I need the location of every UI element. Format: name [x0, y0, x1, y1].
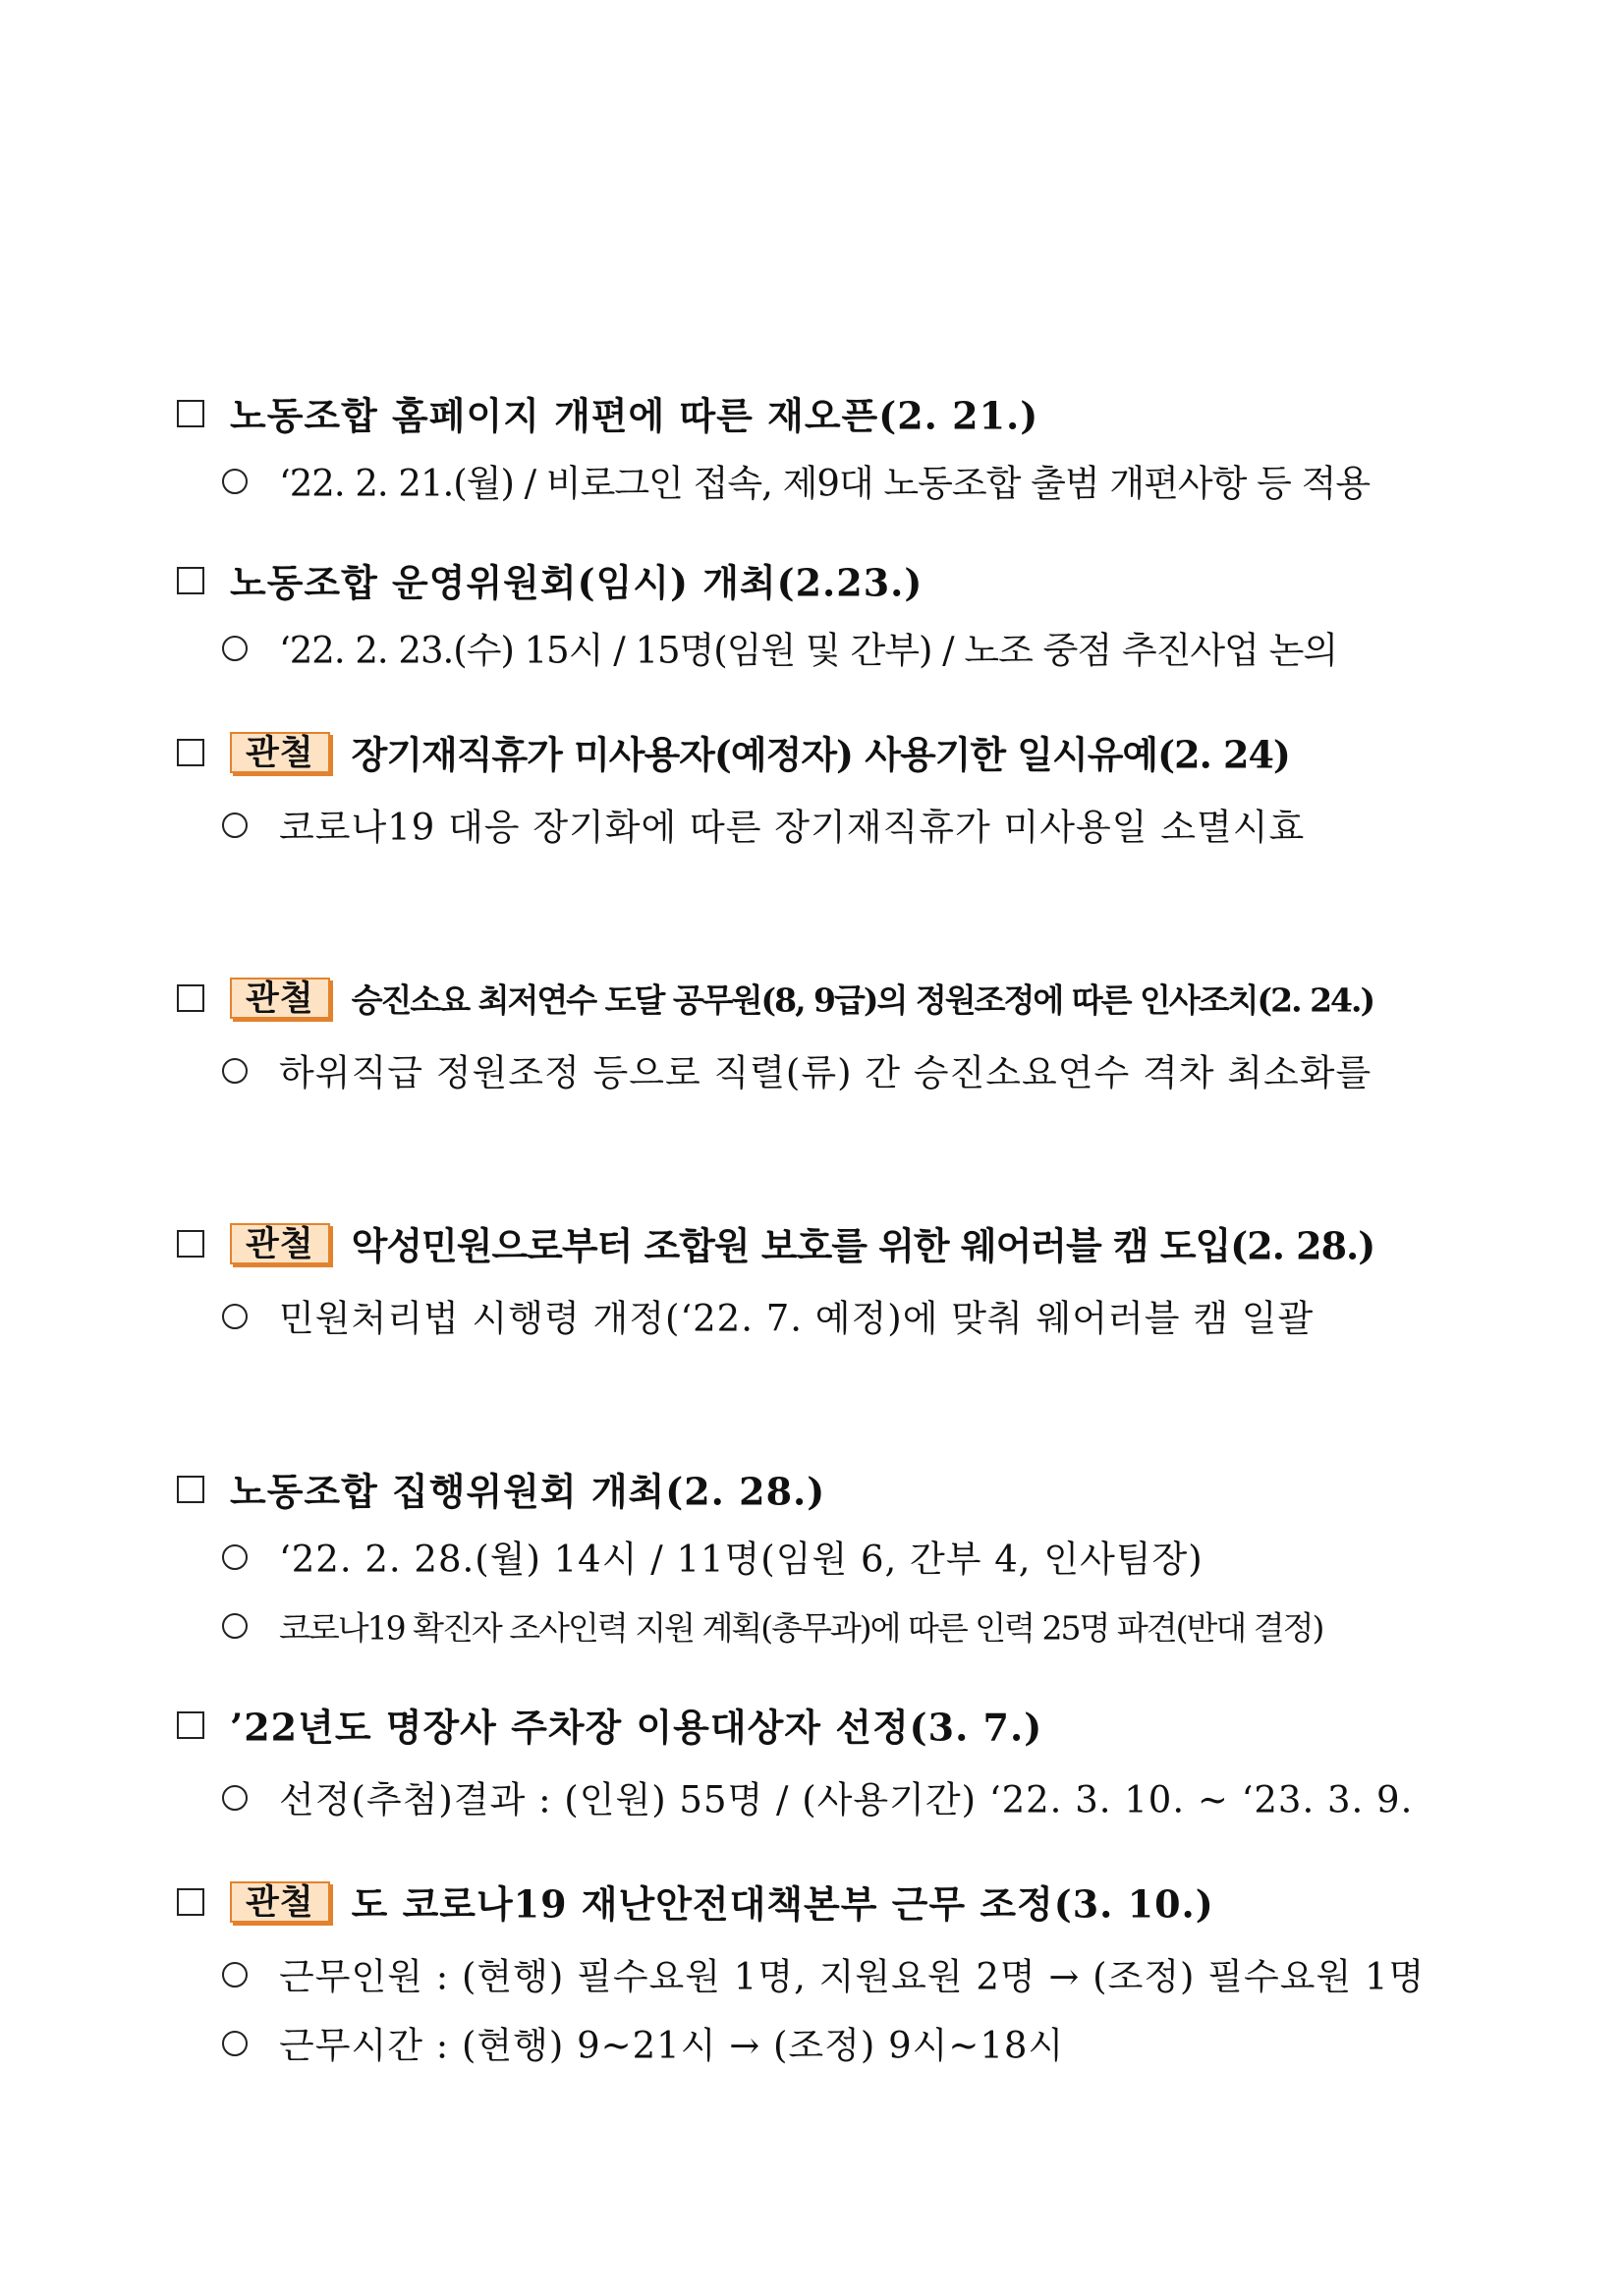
- section-title: 도 코로나19 재난안전대책본부 근무 조정(3. 10.): [351, 1881, 1214, 1927]
- bullet-text: 근무인원 : (현행) 필수요원 1명, 지원요원 2명 → (조정) 필수요원 1명: [279, 1955, 1426, 1998]
- bullet-continuation: [177, 1361, 1588, 1410]
- checkbox-square-icon: [177, 567, 204, 594]
- bullet-line: [177, 1950, 1484, 1999]
- bullet-text: 근무시간 : (현행) 9~21시 → (조정) 9시~18시: [279, 2024, 1065, 2067]
- checkbox-square-icon: [177, 1230, 204, 1258]
- circle-bullet-icon: [222, 2031, 248, 2056]
- section-title: 장기재직휴가 미사용자(예정자) 사용기한 일시유예(2. 24): [351, 732, 1290, 777]
- bullet-line: [177, 2019, 1484, 2068]
- checkbox-square-icon: [177, 739, 204, 766]
- status-badge: 관철: [230, 1223, 330, 1264]
- bullet-continuation: [177, 1115, 1588, 1164]
- bullet-line: [177, 1533, 1484, 1582]
- checkbox-square-icon: [177, 1476, 204, 1503]
- bullet-line: [177, 1601, 1484, 1651]
- circle-bullet-icon: [222, 636, 248, 661]
- circle-bullet-icon: [222, 812, 248, 838]
- circle-bullet-icon: [222, 1613, 248, 1639]
- section-heading: [177, 973, 1484, 1022]
- bullet-text: ‘22. 2. 21.(월) / 비로그인 접속, 제9대 노동조합 출범 개편사항 등 적용: [279, 462, 1371, 505]
- bullet-text: ‘22. 2. 23.(수) 15시 / 15명(임원 및 간부) / 노조 중점 추진사업 논의: [279, 629, 1338, 672]
- circle-bullet-icon: [222, 1785, 248, 1811]
- section-title: 노동조합 집행위원회 개최(2. 28.): [230, 1469, 826, 1514]
- section-title: 승진소요 최저연수 도달 공무원(8, 9급)의 정원조정에 따른 인사조치(2. 24.): [351, 980, 1374, 1020]
- circle-bullet-icon: [222, 1544, 248, 1570]
- bullet-text: 선정(추첨)결과 : (인원) 55명 / (사용기간) ‘22. 3. 10. ~ ‘23. 3. 9.: [279, 1778, 1414, 1821]
- section-title: ’22년도 명장사 주차장 이용대상자 선정(3. 7.): [230, 1705, 1043, 1750]
- checkbox-square-icon: [177, 1888, 204, 1916]
- section-heading: [177, 1218, 1484, 1267]
- section-heading: [177, 1464, 1484, 1513]
- bullet-line: [177, 457, 1484, 506]
- checkbox-square-icon: [177, 400, 204, 427]
- status-badge: 관철: [230, 978, 330, 1019]
- status-badge: 관철: [230, 732, 330, 773]
- section-heading: [177, 1700, 1484, 1749]
- section-heading: [177, 388, 1484, 437]
- status-badge: 관철: [230, 1881, 330, 1923]
- circle-bullet-icon: [222, 1058, 248, 1084]
- circle-bullet-icon: [222, 1304, 248, 1329]
- bullet-line: [177, 1773, 1484, 1822]
- bullet-text: ‘22. 2. 28.(월) 14시 / 11명(임원 6, 간부 4, 인사팀장): [279, 1538, 1204, 1581]
- section-title: 악성민원으로부터 조합원 보호를 위한 웨어러블 캠 도입(2. 28.): [351, 1223, 1375, 1268]
- bullet-text: 코로나19 대응 장기화에 따른 장기재직휴가 미사용일 소멸시효: [279, 806, 1306, 849]
- bullet-text: 하위직급 정원조정 등으로 직렬(류) 간 승진소요연수 격차 최소화를: [279, 1051, 1372, 1094]
- section-heading: [177, 1876, 1484, 1926]
- section-title: 노동조합 홈페이지 개편에 따른 재오픈(2. 21.): [230, 393, 1039, 438]
- bullet-text: 민원처리법 시행령 개정(‘22. 7. 예정)에 맞춰 웨어러블 캠 일괄: [279, 1297, 1315, 1340]
- bullet-line: [177, 801, 1484, 850]
- bullet-text: 코로나19 확진자 조사인력 지원 계획(총무과)에 따른 인력 25명 파견(반대 결정): [279, 1608, 1323, 1648]
- bullet-continuation: [177, 869, 1588, 919]
- bullet-line: [177, 1046, 1484, 1095]
- checkbox-square-icon: [177, 984, 204, 1012]
- section-title: 노동조합 운영위원회(임시) 개최(2.23.): [230, 560, 924, 605]
- section-heading: [177, 727, 1484, 776]
- section-heading: [177, 555, 1484, 604]
- circle-bullet-icon: [222, 469, 248, 494]
- bullet-line: [177, 1292, 1484, 1341]
- circle-bullet-icon: [222, 1962, 248, 1988]
- checkbox-square-icon: [177, 1711, 204, 1739]
- bullet-line: [177, 624, 1484, 673]
